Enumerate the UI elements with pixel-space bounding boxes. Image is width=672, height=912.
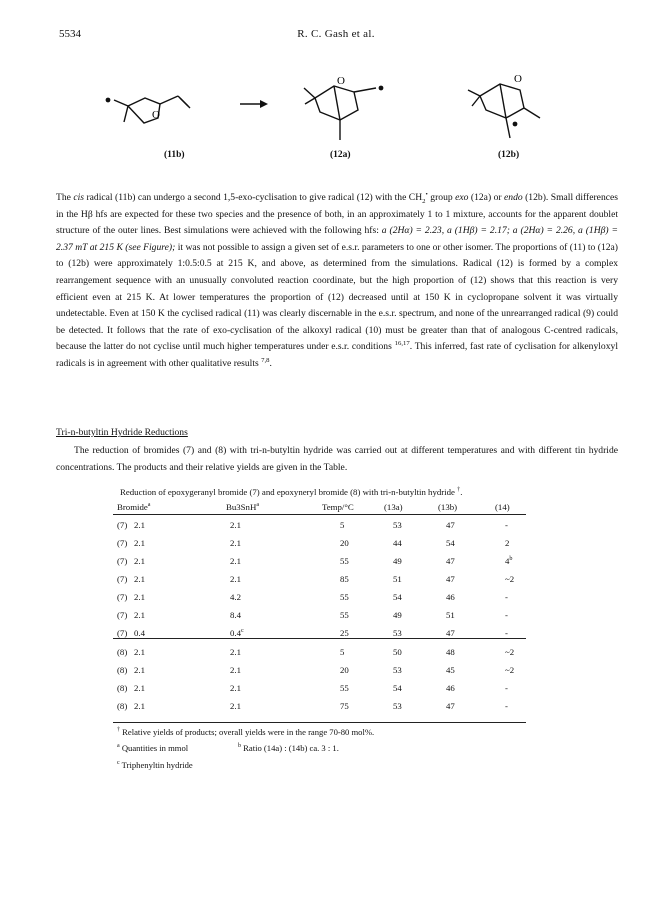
radical-dot xyxy=(379,86,384,91)
header-bromide: Bromide$^a$ xyxy=(117,502,151,512)
cell-yield-13a: 49 xyxy=(393,610,402,620)
table-rule-middle xyxy=(113,638,526,639)
oxygen-label: O xyxy=(152,109,160,121)
cell-temperature: 55 xyxy=(340,610,349,620)
cell-tin-hydride-qty: 2.1 xyxy=(230,520,241,530)
cell-yield-13a: 53 xyxy=(393,665,402,675)
cell-compound: (8) xyxy=(117,665,128,675)
header-13a: (13a) xyxy=(384,502,403,512)
cell-bromide-qty: 2.1 xyxy=(134,520,145,530)
cell-yield-13a: 54 xyxy=(393,592,402,602)
cell-yield-14: - xyxy=(505,592,508,602)
cell-temperature: 55 xyxy=(340,556,349,566)
table-rule-top xyxy=(113,514,526,515)
header-temp: Temp/°C xyxy=(322,502,354,512)
cell-compound: (7) xyxy=(117,628,128,638)
structure-12b xyxy=(468,84,540,138)
paragraph-radical-cyclisation: The cis radical (11b) can undergo a second 1,5-exo-cyclisation to give radical (12) with the $CH_2^•$ group exo (12a) or endo (12b). Small differences in the Hβ hfs are expected for these two species and the presence of both, in an approximately 1 to 1 mixture, accounts for the apparent doublet structure of the outer lines. Best simulations were achieved with the following hfs: a (2Hα) = 2.23, a (1Hβ) = 2.17; a (2Hα) = 2.26, a (1Hβ) = 2.37 mT at 215 K (see Figure); it was not possible to assign a given set of e.s.r. parameters to one or other isomer. The proportions of (11) to (12a) to (12b) were approximately 1:0.5:0.5 at 215 K, and above, as determined from the simulations. Radical (12) is formed by a complex rearrangement sequence with an unusually convoluted reaction coordinate, but the high proportion of (12) shows that this reaction is very efficient even at 215 K. At lower temperatures the proportion of (12) decreased until at 150 K in cyclopropane solvent it was virtually undetectable. Even at 150 K the cyclised radical (11) was clearly discernable in the e.s.r. spectrum, and none of the unrearranged radical (9) could be detected. It follows that the rate of exo-cyclisation of the alkoxyl radical (10) must be greater than that of analogous C-centred radicals, because the latter do not cyclise until much higher temperatures under e.s.r. conditions $^{16,17}$. This inferred, fast rate of cyclisation for alkenyloxyl radicals is in agreement with other qualitative results $^{7,8}$. xyxy=(56,190,619,369)
cell-yield-14: - xyxy=(505,520,508,530)
cell-temperature: 55 xyxy=(340,683,349,693)
cell-compound: (8) xyxy=(117,647,128,657)
cell-temperature: 20 xyxy=(340,665,349,675)
cell-temperature: 20 xyxy=(340,538,349,548)
oxygen-label: O xyxy=(514,73,522,85)
cell-bromide-qty: 2.1 xyxy=(134,665,145,675)
cell-yield-13a: 51 xyxy=(393,574,402,584)
cell-yield-14: ~2 xyxy=(505,574,515,584)
cell-yield-13a: 53 xyxy=(393,520,402,530)
cell-yield-14: 4$^b$ xyxy=(505,556,513,566)
compound-label-12b: (12b) xyxy=(498,150,520,160)
page-number: 5534 xyxy=(59,28,81,40)
paragraph-reduction: The reduction of bromides (7) and (8) with tri-n-butyltin hydride was carried out at different temperatures and with different tin hydride concentrations. The products and their relative yields are given in the Table. xyxy=(56,445,618,473)
footnote-c: $^c$ Triphenyltin hydride xyxy=(117,760,193,770)
cell-bromide-qty: 2.1 xyxy=(134,538,145,548)
cell-yield-13a: 50 xyxy=(393,647,402,657)
cell-yield-13b: 47 xyxy=(446,556,455,566)
cell-yield-13b: 47 xyxy=(446,701,455,711)
footnote-b: $^b$ Ratio (14a) : (14b) ca. 3 : 1. xyxy=(238,743,339,753)
cell-bromide-qty: 2.1 xyxy=(134,610,145,620)
cell-bromide-qty: 2.1 xyxy=(134,683,145,693)
cell-yield-13b: 51 xyxy=(446,610,455,620)
cell-bromide-qty: 2.1 xyxy=(134,574,145,584)
table-title: Reduction of epoxygeranyl bromide (7) and epoxyneryl bromide (8) with tri-n-butyltin hydride †. xyxy=(120,487,463,497)
running-head: R. C. Gash et al. xyxy=(297,28,375,40)
cell-temperature: 5 xyxy=(340,520,345,530)
cell-compound: (7) xyxy=(117,592,128,602)
cell-yield-14: - xyxy=(505,628,508,638)
cell-yield-14: - xyxy=(505,701,508,711)
cell-tin-hydride-qty: 2.1 xyxy=(230,538,241,548)
structure-12a xyxy=(304,86,376,140)
cell-temperature: 75 xyxy=(340,701,349,711)
cell-bromide-qty: 2.1 xyxy=(134,701,145,711)
cell-yield-14: - xyxy=(505,683,508,693)
cell-tin-hydride-qty: 2.1 xyxy=(230,556,241,566)
cell-yield-13b: 47 xyxy=(446,520,455,530)
cell-compound: (8) xyxy=(117,683,128,693)
cell-yield-13b: 47 xyxy=(446,628,455,638)
cell-temperature: 25 xyxy=(340,628,349,638)
cell-tin-hydride-qty: 2.1 xyxy=(230,574,241,584)
cell-yield-14: ~2 xyxy=(505,665,515,675)
cell-compound: (7) xyxy=(117,574,128,584)
cell-yield-13b: 47 xyxy=(446,574,455,584)
cell-compound: (8) xyxy=(117,701,128,711)
footnote-a: $^a$ Quantities in mmol xyxy=(117,743,189,753)
cell-temperature: 5 xyxy=(340,647,345,657)
cell-yield-13b: 46 xyxy=(446,683,455,693)
header-13b: (13b) xyxy=(438,502,458,512)
cell-tin-hydride-qty: 2.1 xyxy=(230,701,241,711)
cell-yield-14: ~2 xyxy=(505,647,515,657)
radical-dot xyxy=(106,98,111,103)
reaction-arrow xyxy=(240,100,268,108)
compound-label-11b: (11b) xyxy=(164,150,185,160)
cell-tin-hydride-qty: 4.2 xyxy=(230,592,241,602)
cell-temperature: 55 xyxy=(340,592,349,602)
cell-yield-13b: 48 xyxy=(446,647,455,657)
cell-compound: (7) xyxy=(117,556,128,566)
cell-yield-13a: 53 xyxy=(393,628,402,638)
cell-yield-14: 2 xyxy=(505,538,510,548)
cell-bromide-qty: 0.4 xyxy=(134,628,145,638)
cell-yield-13a: 53 xyxy=(393,701,402,711)
radical-dot xyxy=(513,122,518,127)
cell-compound: (7) xyxy=(117,610,128,620)
cell-yield-14: - xyxy=(505,610,508,620)
cell-yield-13b: 54 xyxy=(446,538,455,548)
reaction-scheme xyxy=(100,60,600,180)
cell-compound: (7) xyxy=(117,520,128,530)
cell-yield-13a: 49 xyxy=(393,556,402,566)
section-heading: Tri-n-butyltin Hydride Reductions xyxy=(56,427,188,438)
cell-yield-13b: 45 xyxy=(446,665,455,675)
footnote-dagger: † Relative yields of products; overall yields were in the range 70-80 mol%. xyxy=(117,727,375,737)
table-rule-bottom xyxy=(113,722,526,723)
cell-bromide-qty: 2.1 xyxy=(134,647,145,657)
header-14: (14) xyxy=(495,502,510,512)
oxygen-label: O xyxy=(337,75,345,87)
cell-yield-13b: 46 xyxy=(446,592,455,602)
cell-tin-hydride-qty: 8.4 xyxy=(230,610,241,620)
cell-tin-hydride-qty: 0.4$^c$ xyxy=(230,628,244,638)
cell-yield-13a: 54 xyxy=(393,683,402,693)
cell-temperature: 85 xyxy=(340,574,349,584)
compound-label-12a: (12a) xyxy=(330,150,351,160)
cell-tin-hydride-qty: 2.1 xyxy=(230,665,241,675)
header-bu3snh: Bu3SnH$^a$ xyxy=(226,502,260,512)
cell-tin-hydride-qty: 2.1 xyxy=(230,683,241,693)
cell-yield-13a: 44 xyxy=(393,538,402,548)
cell-compound: (7) xyxy=(117,538,128,548)
cell-bromide-qty: 2.1 xyxy=(134,556,145,566)
cell-bromide-qty: 2.1 xyxy=(134,592,145,602)
cell-tin-hydride-qty: 2.1 xyxy=(230,647,241,657)
